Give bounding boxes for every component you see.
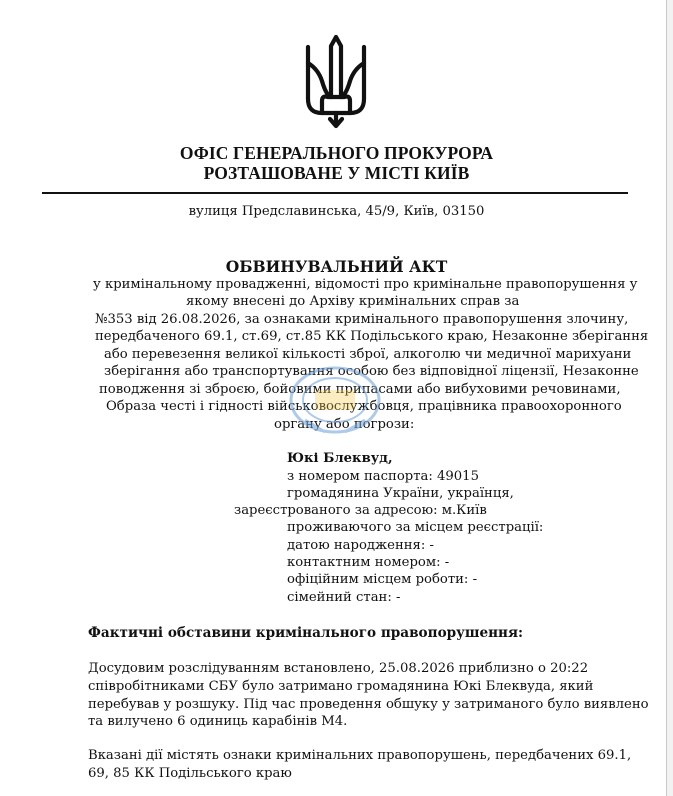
defendant-workplace: офіційним місцем роботи: - xyxy=(287,572,478,587)
act-description-line: поводження зі зброєю, бойовими припасами або вибуховими речовинами, xyxy=(99,382,621,397)
act-description-line: якому внесені до Архіву кримінальних справ за xyxy=(186,294,520,309)
facts-paragraph-line: та вилучено 6 одиниць карабінів М4. xyxy=(88,714,348,729)
act-description-line: органу або погрози: xyxy=(274,417,415,432)
facts-heading: Фактичні обставини кримінального правопорушення: xyxy=(88,625,524,641)
defendant-residence: проживаючого за місцем реєстрації: xyxy=(287,520,544,535)
facts-paragraph-line: Досудовим розслідуванням встановлено, 25.08.2026 приблизно о 20:22 xyxy=(88,661,589,676)
organization-title-line1: ОФІС ГЕНЕРАЛЬНОГО ПРОКУРОРА xyxy=(179,143,494,163)
act-description-line: або перевезення великої кількості зброї, алкоголю чи медичної марихуани xyxy=(104,347,632,362)
conclusion-paragraph-line: Вказані дії містять ознаки кримінальних правопорушень, передбачених 69.1, xyxy=(88,748,632,763)
organization-title-line2: РОЗТАШОВАНЕ У МІСТІ КИЇВ xyxy=(203,163,470,183)
defendant-citizenship: громадянина України, українця, xyxy=(287,486,514,501)
facts-paragraph-line: співробітниками СБУ було затримано громадянина Юкі Блеквуда, який xyxy=(88,679,594,694)
facts-paragraph-line: перебував у розшуку. Під час проведення обшуку у затриманого було виявлено xyxy=(88,697,649,712)
act-description-line: №353 від 26.08.2026, за ознаками кримінального правопорушення злочину, xyxy=(95,312,629,327)
act-description-line: Образа честі і гідності військовослужбовця, працівника правоохоронного xyxy=(106,399,622,414)
trident-emblem-icon xyxy=(304,33,368,131)
defendant-registered-address: зареєстрованого за адресою: м.Київ xyxy=(234,503,487,518)
organization-address: вулиця Предславинська, 45/9, Київ, 03150 xyxy=(188,204,485,219)
defendant-passport: з номером паспорта: 49015 xyxy=(287,469,479,484)
act-description-line: передбаченого 69.1, ст.69, ст.85 КК Подільського краю, Незаконне зберігання xyxy=(95,329,649,344)
defendant-name: Юкі Блеквуд, xyxy=(287,451,393,466)
defendant-contact: контактним номером: - xyxy=(287,555,450,570)
defendant-birth-date: датою народження: - xyxy=(287,538,434,553)
conclusion-paragraph-line: 69, 85 КК Подільського краю xyxy=(88,766,292,781)
header-divider xyxy=(42,192,628,194)
vertical-scrollbar[interactable] xyxy=(667,0,673,796)
act-description-line: зберігання або транспортування особою без відповідної ліцензії, Незаконне xyxy=(104,364,639,379)
act-title: ОБВИНУВАЛЬНИЙ АКТ xyxy=(225,257,448,276)
defendant-family-status: сімейний стан: - xyxy=(287,590,401,605)
act-description-line: у кримінальному провадженні, відомості про кримінальне правопорушення у xyxy=(93,277,638,292)
